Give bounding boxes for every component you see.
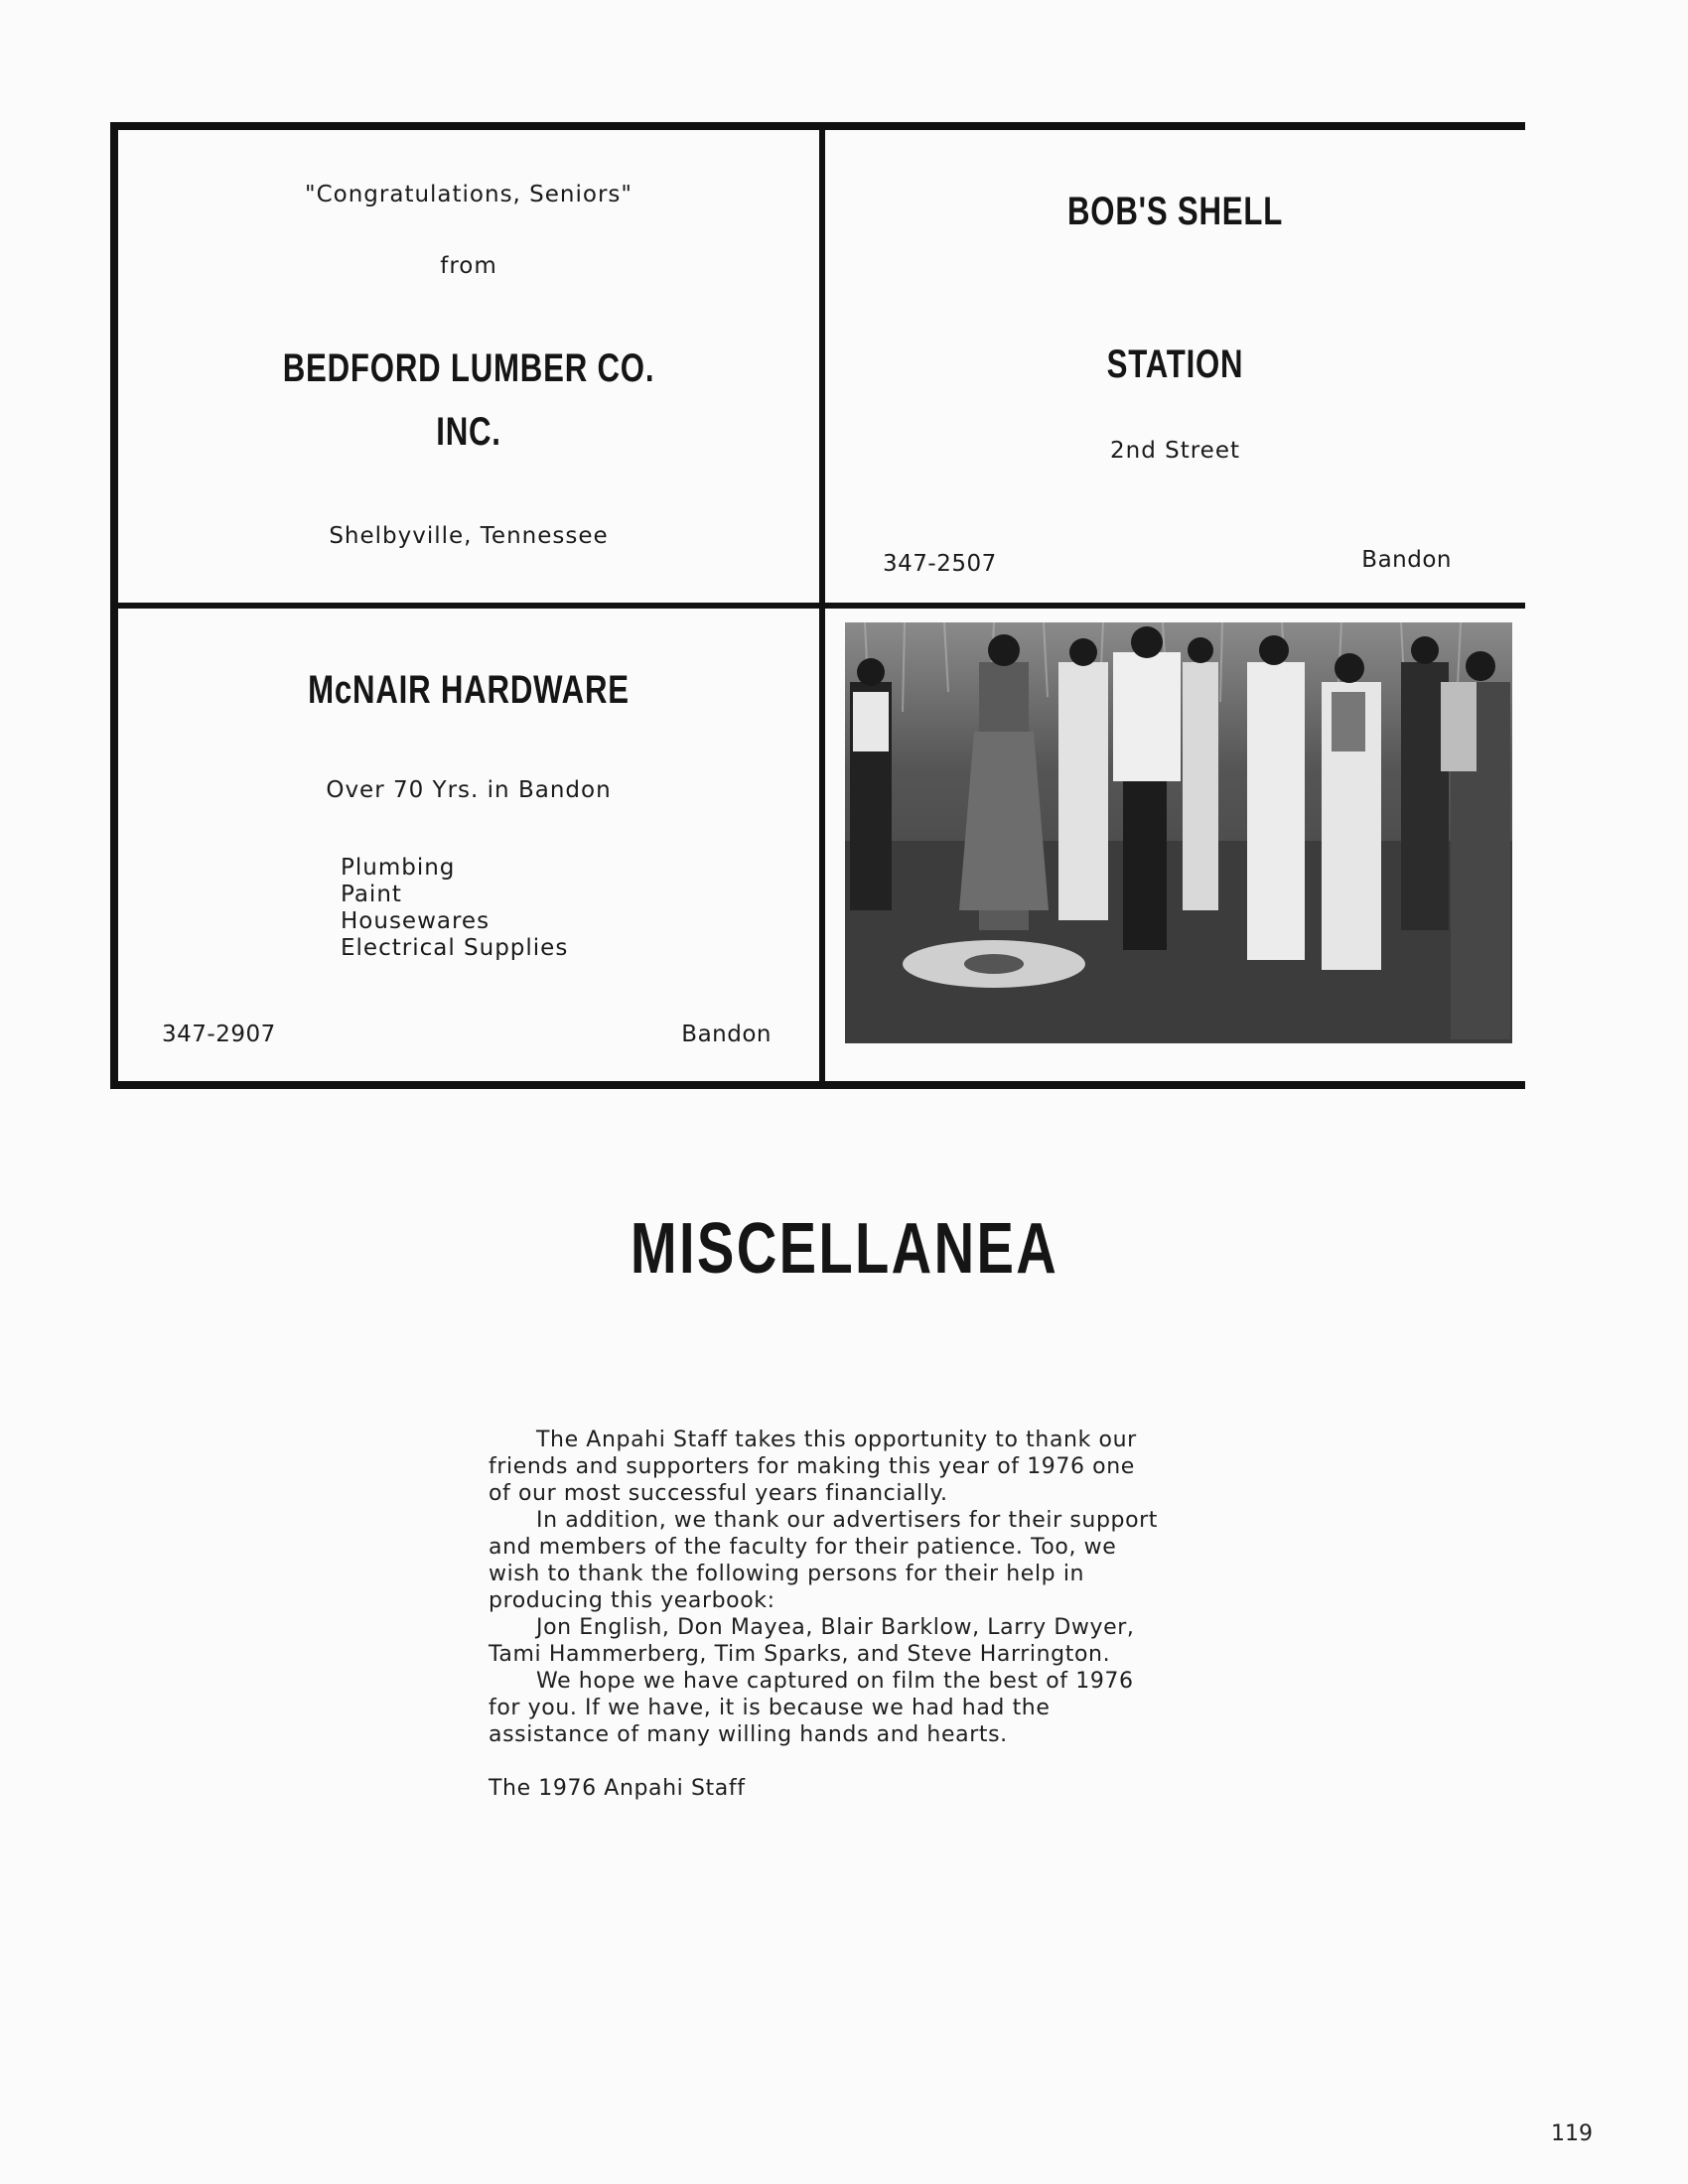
- page-number: 119: [1551, 2121, 1593, 2146]
- ad-city: Bandon: [1361, 547, 1452, 573]
- ad-city: Bandon: [681, 1022, 772, 1047]
- photo-cell: [825, 609, 1525, 1081]
- ad-greeting: "Congratulations, Seniors": [305, 182, 633, 207]
- dance-floor-photo: [845, 622, 1512, 1043]
- ad-mcnair-hardware: [118, 609, 819, 1081]
- ad-phone: 347-2507: [883, 551, 997, 577]
- ad-tagline: Over 70 Yrs. in Bandon: [326, 777, 612, 803]
- ad-location: Shelbyville, Tennessee: [329, 523, 609, 549]
- paragraph: Jon English, Don Mayea, Blair Barklow, Larry Dwyer, Tami Hammerberg, Tim Sparks, and Steve Harrington.: [489, 1615, 1135, 1667]
- ad-company-name: McNAIR HARDWARE: [308, 668, 630, 712]
- paragraph: The Anpahi Staff takes this opportunity to thank our friends and supporters for making this year of 1976 one of our most successful years financially.: [489, 1428, 1137, 1506]
- ad-address: 2nd Street: [1109, 438, 1240, 464]
- paragraph: In addition, we thank our advertisers for their support and members of the faculty for their patience. Too, we wish to thank the following persons for their help in producing this yearbook:: [489, 1508, 1159, 1613]
- list-item: Plumbing: [341, 855, 456, 881]
- advertisement-grid: [110, 122, 1525, 1089]
- ad-company-name: BOB'S SHELL: [1066, 190, 1284, 233]
- ad-phone: 347-2907: [162, 1022, 276, 1047]
- ad-company-name-line2: STATION: [1106, 342, 1244, 386]
- list-item: Electrical Supplies: [341, 935, 569, 961]
- paragraph: We hope we have captured on film the best of 1976 for you. If we have, it is because we had had the assistance of many willing hands and hearts.: [489, 1669, 1134, 1747]
- ad-product-list: [341, 855, 568, 962]
- ad-company-suffix: INC.: [436, 410, 501, 454]
- signature: The 1976 Anpahi Staff: [489, 1776, 746, 1801]
- list-item: Paint: [341, 882, 402, 907]
- section-title: MISCELLANEA: [630, 1209, 1058, 1289]
- list-item: Housewares: [341, 908, 491, 934]
- ad-company-name: BEDFORD LUMBER CO.: [282, 346, 655, 390]
- ad-bobs-shell: [825, 130, 1525, 603]
- ad-from: from: [440, 253, 497, 279]
- acknowledgement-text: [489, 1427, 1164, 1802]
- ad-bedford-lumber: [118, 130, 819, 603]
